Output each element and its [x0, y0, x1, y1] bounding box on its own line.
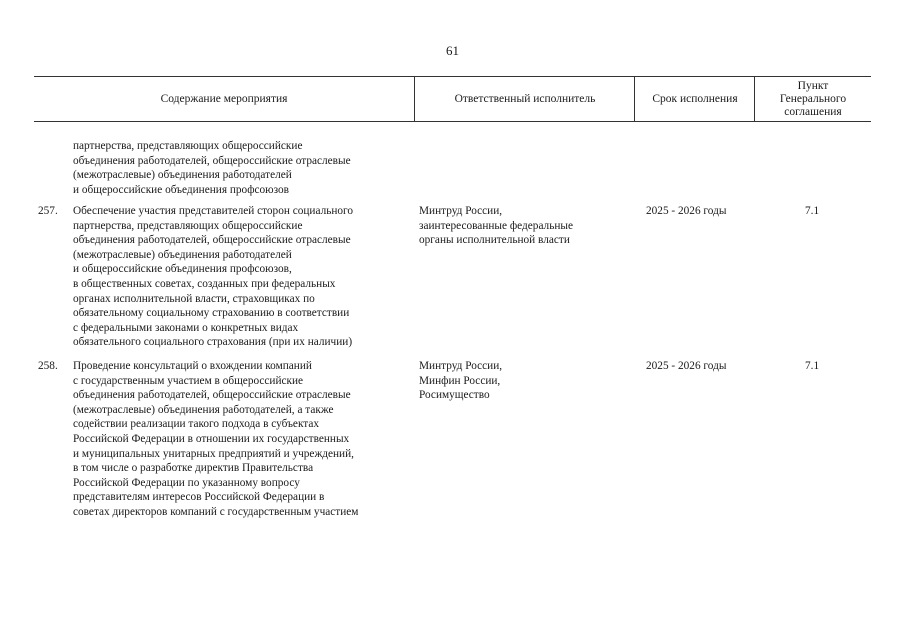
row-executor: Минтруд России, Минфин России, Росимущество — [419, 360, 503, 402]
row-content: партнерства, представляющих общероссийские объединения работодателей, общероссийские отраслевые (межотраслевые) объединения работодателей и общероссийские объединения профсоюзов — [73, 140, 351, 196]
row-term: 2025 - 2026 годы — [646, 205, 727, 217]
row-content: Обеспечение участия представителей сторон социального партнерства, представляющих общероссийские объединения работодателей, общероссийские отраслевые (межотраслевые) объединения работодателей и общероссийские объединения профсоюзов, в общественных советах, созданных при федеральных органах исполнительной власти, страховщиках по обязательному социальному страхованию в соответствии с федеральными законами о конкретных видах обязательного социального страхования (при их наличии) — [73, 205, 354, 349]
header-executor: Ответственный исполнитель — [454, 92, 596, 105]
row-number: 257. — [38, 205, 58, 217]
row-number: 258. — [38, 360, 58, 372]
header-term: Срок исполнения — [652, 92, 738, 105]
row-content: Проведение консультаций о вхождении компаний с государственным участием в общероссийские объединения работодателей, общероссийские отраслевые (межотраслевые) объединения работодателей, а также содействии реализации такого подхода в субъектах Российской Федерации в отношении их государственных и муниципальных унитарных предприятий и учреждений, в том числе о разработке директив Правительства Российской Федерации по указанному вопросу представителям интересов Российской Федерации в советах директоров компаний с государственным участием — [73, 360, 359, 518]
row-executor: Минтруд России, заинтересованные федеральные органы исполнительной власти — [419, 205, 573, 247]
row-agreement-item: 7.1 — [805, 360, 820, 372]
page-number: 61 — [446, 43, 459, 58]
table-header-rule — [34, 121, 871, 122]
header-agreement-item: Пункт Генерального соглашения — [779, 79, 847, 118]
row-agreement-item: 7.1 — [805, 205, 820, 217]
row-term: 2025 - 2026 годы — [646, 360, 727, 372]
table-header — [34, 77, 871, 121]
header-content: Содержание мероприятия — [160, 92, 288, 105]
